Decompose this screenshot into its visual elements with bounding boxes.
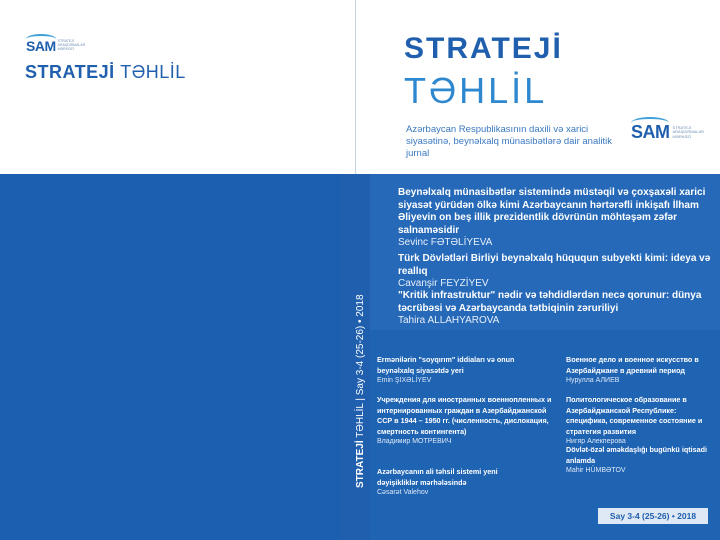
logo-text: SAM	[631, 122, 670, 142]
article-title: Beynəlxalq münasibətlər sistemində müstəqil və çoxşaxəli xarici siyasət yürüdən ölkə kimi Azərbaycanın hərtərəfli inkişafı İlham Əliyevin on beş illik prezidentlik dövrünün möhtəşəm zəfər salnaməsidir	[398, 187, 706, 236]
featured-article-1	[398, 187, 714, 250]
logo-text: SAM	[26, 38, 56, 54]
article-author: Tahira ALLAHYAROVA	[398, 315, 500, 326]
article-title: Türk Dövlətləri Birliyi beynəlxalq hüququn subyekti kimi: ideya və reallıq	[398, 253, 711, 277]
article-author: Sevinc FƏTƏLİYEVA	[398, 237, 493, 248]
cover-divider	[355, 0, 356, 174]
spine-title-bold: STRATEJİ	[355, 440, 366, 488]
right-article-1	[566, 355, 716, 387]
right-article-3	[566, 445, 716, 477]
article-title: Политологическое образование в Азербайджанской Республике: специфика, современное состояние и стратегия развития	[566, 395, 703, 436]
article-author: Cavanşir FEYZİYEV	[398, 278, 489, 289]
article-title: Ermənilərin "soyqırım" iddiaları və onun beynəlxalq siyasətdə yeri	[377, 355, 515, 375]
article-author: Нурулла АЛИЕВ	[566, 377, 620, 384]
front-subtitle: Azərbaycan Respublikasının daxili və xarici siyasətinə, beynəlxalq münasibətlərə dair analitik jurnal	[406, 124, 612, 159]
right-article-2	[566, 395, 716, 448]
article-title: Учреждения для иностранных военнопленных и интернированных граждан в Азербайджанской ССР в 1944 – 1950 гг. (численность, дислокация, смертность контингента)	[377, 395, 552, 436]
logo-small-text: STRATEJİ ARAŞDIRMALAR MƏRKƏZİ	[57, 39, 86, 51]
back-cover-blue	[0, 174, 355, 540]
spine-issue: | Say 3-4 (25-26) • 2018	[355, 294, 366, 401]
spine-text	[355, 294, 366, 488]
left-article-1	[377, 355, 537, 387]
featured-article-2	[398, 253, 714, 291]
logo-arc	[631, 117, 669, 129]
front-title-line1: STRATEJİ	[404, 32, 563, 65]
article-author: Cəsarət Valehov	[377, 489, 429, 496]
left-article-3	[377, 467, 537, 499]
logo-arc	[26, 34, 56, 44]
article-title: Военное дело и военное искусство в Азербайджане в древний период	[566, 355, 699, 375]
logo-small-text: STRATEJİ ARAŞDIRMALAR MƏRKƏZİ	[672, 125, 705, 139]
back-title-bold: STRATEJİ	[25, 62, 115, 82]
front-sam-logo	[631, 122, 707, 143]
featured-article-3	[398, 290, 714, 328]
back-title-light: TƏHLİL	[120, 62, 186, 82]
article-author: Нигяр Алекперова	[566, 438, 626, 445]
article-title: "Kritik infrastruktur" nədir və təhdidlərdən necə qorunur: dünya təcrübəsi və Azərbaycanda tətbiqinin zəruriliyi	[398, 290, 702, 314]
article-author: Владимир МОТРЕВИЧ	[377, 438, 452, 445]
front-title-line2: TƏHLİL	[404, 70, 548, 111]
article-title: Azərbaycanın ali təhsil sistemi yeni dəyişikliklər mərhələsində	[377, 467, 498, 487]
article-author: Mahir HÜMBƏTOV	[566, 467, 626, 474]
article-author: Emin ŞIXƏLİYEV	[377, 377, 432, 384]
back-sam-logo	[26, 38, 88, 54]
article-title: Dövlət-özəl əməkdaşlığı bugünkü iqtisadi anlamda	[566, 445, 707, 465]
issue-badge: Say 3-4 (25-26) • 2018	[598, 508, 708, 524]
spine-title-light: TƏHLİL	[355, 403, 366, 438]
left-article-2	[377, 395, 552, 448]
back-journal-title	[25, 62, 186, 83]
